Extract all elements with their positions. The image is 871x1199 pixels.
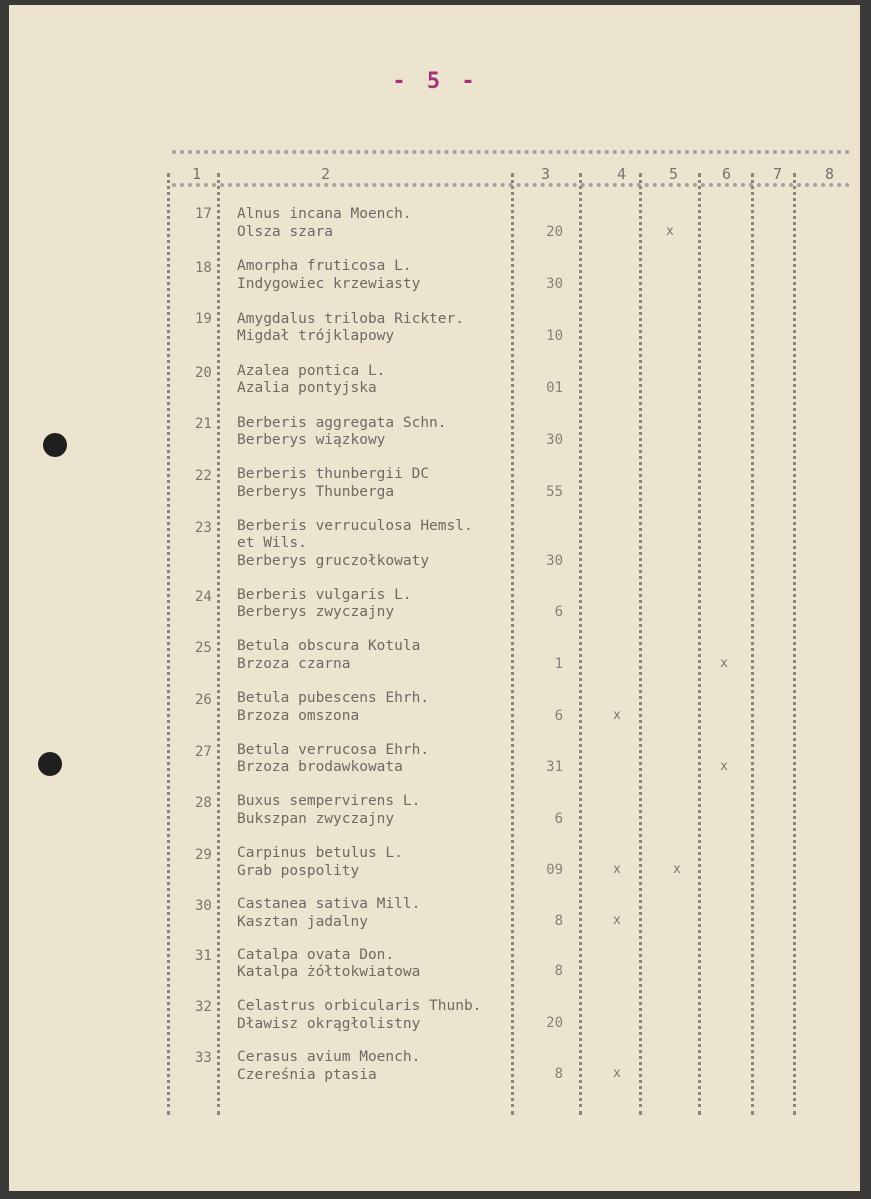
punch-hole-bottom	[38, 752, 62, 776]
count: 01	[546, 380, 563, 396]
column-header-7: 7	[773, 165, 783, 183]
row-number: 18	[195, 260, 212, 276]
column-header-6: 6	[722, 165, 732, 183]
punch-hole-top	[43, 433, 67, 457]
species-polish: Grab pospolity	[237, 863, 360, 879]
species-latin: Alnus incana Moench.	[237, 206, 412, 222]
species-latin: Amorpha fruticosa L.	[237, 258, 412, 274]
column-separator	[167, 173, 170, 1115]
species-polish: Kasztan jadalny	[237, 914, 368, 930]
species-latin: Buxus sempervirens L.	[237, 793, 421, 809]
species-latin: Catalpa ovata Don.	[237, 947, 395, 963]
column-header-5: 5	[669, 165, 679, 183]
row-number: 20	[195, 365, 212, 381]
column-separator	[639, 173, 642, 1115]
species-polish: Brzoza brodawkowata	[237, 759, 403, 775]
species-polish: Katalpa żółtokwiatowa	[237, 964, 421, 980]
column-header-2: 2	[321, 165, 331, 183]
species-polish: Indygowiec krzewiasty	[237, 276, 421, 292]
species-polish: Dławisz okrągłolistny	[237, 1016, 421, 1032]
count: 30	[546, 553, 563, 569]
count: 20	[546, 1015, 563, 1031]
row-number: 22	[195, 468, 212, 484]
count: 30	[546, 276, 563, 292]
species-latin: Amygdalus triloba Rickter.	[237, 311, 464, 327]
species-polish: Brzoza omszona	[237, 708, 360, 724]
species-polish: Berberys zwyczajny	[237, 604, 395, 620]
species-polish: Berberys gruczołkowaty	[237, 553, 430, 569]
species-latin: Betula pubescens Ehrh.	[237, 690, 430, 706]
species-polish: Olsza szara	[237, 224, 334, 240]
row-number: 32	[195, 999, 212, 1015]
count: 6	[554, 604, 563, 620]
row-number: 17	[195, 206, 212, 222]
row-number: 33	[195, 1050, 212, 1066]
column-separator	[511, 173, 514, 1115]
count: 10	[546, 328, 563, 344]
header-top-rule	[172, 150, 850, 155]
species-latin: Azalea pontica L.	[237, 363, 386, 379]
species-latin: Berberis aggregata Schn.	[237, 415, 447, 431]
count: 8	[554, 913, 563, 929]
page-number: - 5 -	[392, 69, 479, 94]
count: 8	[554, 963, 563, 979]
row-number: 30	[195, 898, 212, 914]
mark-x: x	[720, 759, 728, 774]
row-number: 23	[195, 520, 212, 536]
species-latin: Berberis thunbergii DC	[237, 466, 430, 482]
mark-x: x	[613, 862, 621, 877]
count: 30	[546, 432, 563, 448]
species-latin: Betula obscura Kotula	[237, 638, 421, 654]
species-latin: Cerasus avium Moench.	[237, 1049, 421, 1065]
species-polish: Azalia pontyjska	[237, 380, 377, 396]
species-latin: Carpinus betulus L.	[237, 845, 403, 861]
count: 8	[554, 1066, 563, 1082]
count: 1	[554, 656, 563, 672]
count: 31	[546, 759, 563, 775]
species-polish: Czereśnia ptasia	[237, 1067, 377, 1083]
mark-x: x	[720, 656, 728, 671]
species-polish: Brzoza czarna	[237, 656, 351, 672]
column-separator	[793, 173, 796, 1115]
column-header-4: 4	[617, 165, 627, 183]
species-polish: Bukszpan zwyczajny	[237, 811, 395, 827]
count: 09	[546, 862, 563, 878]
count: 20	[546, 224, 563, 240]
species-polish: Berberys Thunberga	[237, 484, 395, 500]
column-separator	[751, 173, 754, 1115]
column-separator	[698, 173, 701, 1115]
count: 55	[546, 484, 563, 500]
row-number: 28	[195, 795, 212, 811]
count: 6	[554, 708, 563, 724]
document-page	[9, 5, 860, 1191]
row-number: 19	[195, 311, 212, 327]
species-latin: Berberis verruculosa Hemsl.	[237, 518, 473, 534]
mark-x: x	[613, 1066, 621, 1081]
column-header-3: 3	[541, 165, 551, 183]
species-latin-cont: et Wils.	[237, 535, 307, 551]
species-latin: Betula verrucosa Ehrh.	[237, 742, 430, 758]
mark-x: x	[666, 224, 674, 239]
row-number: 27	[195, 744, 212, 760]
mark-x: x	[673, 862, 681, 877]
mark-x: x	[613, 708, 621, 723]
column-separator	[217, 173, 220, 1115]
column-header-8: 8	[825, 165, 835, 183]
species-polish: Migdał trójklapowy	[237, 328, 395, 344]
column-separator	[579, 173, 582, 1115]
row-number: 25	[195, 640, 212, 656]
species-latin: Berberis vulgaris L.	[237, 587, 412, 603]
species-polish: Berberys wiązkowy	[237, 432, 386, 448]
species-latin: Castanea sativa Mill.	[237, 896, 421, 912]
column-header-1: 1	[192, 165, 202, 183]
row-number: 29	[195, 847, 212, 863]
row-number: 24	[195, 589, 212, 605]
species-latin: Celastrus orbicularis Thunb.	[237, 998, 482, 1014]
mark-x: x	[613, 913, 621, 928]
row-number: 21	[195, 416, 212, 432]
row-number: 26	[195, 692, 212, 708]
row-number: 31	[195, 948, 212, 964]
count: 6	[554, 811, 563, 827]
